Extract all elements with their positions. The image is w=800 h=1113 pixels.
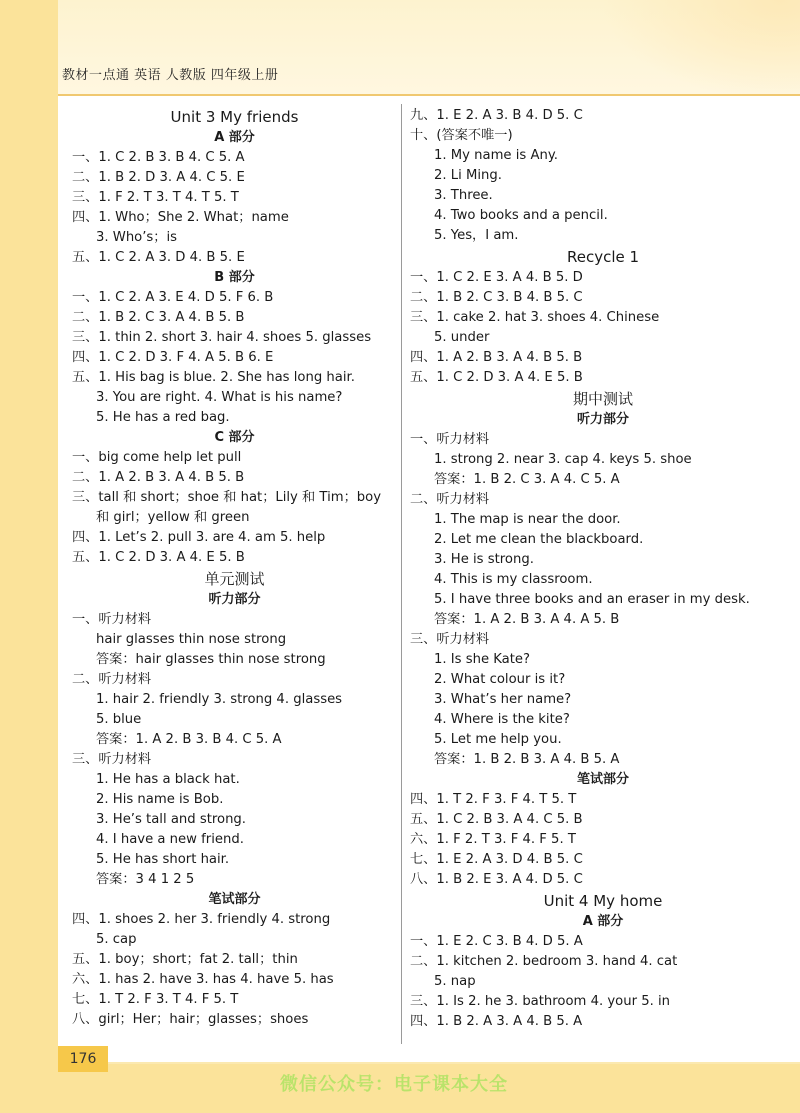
answer-line: 五、1. boy；short；fat 2. tall；thin	[72, 952, 298, 967]
answer-line: 二、1. B 2. D 3. A 4. C 5. E	[72, 170, 245, 185]
watermark-text: 微信公众号：电子课本大全	[280, 1074, 508, 1095]
answer-line: 四、1. A 2. B 3. A 4. B 5. B	[410, 350, 583, 365]
answer-line: 二、1. B 2. C 3. A 4. B 5. B	[72, 310, 245, 325]
answer-line: 1. He has a black hat.	[96, 772, 240, 787]
answer-line: 三、tall 和 short；shoe 和 hat；Lily 和 Tim；boy	[72, 490, 382, 505]
answer-line: 1. The map is near the door.	[434, 512, 621, 527]
answer-line: 五、1. C 2. A 3. D 4. B 5. E	[72, 250, 245, 265]
answer-line: 六、1. F 2. T 3. F 4. F 5. T	[410, 832, 576, 847]
answer-line: 七、1. E 2. A 3. D 4. B 5. C	[410, 852, 583, 867]
section-title: Unit 4 My home	[543, 892, 663, 910]
answer-line: 2. Li Ming.	[434, 168, 502, 183]
answer-line: 三、1. thin 2. short 3. hair 4. shoes 5. glasses	[72, 330, 372, 345]
right-column	[410, 106, 796, 1032]
subsection-heading: C 部分	[214, 430, 255, 445]
answer-line: 四、1. Let’s 2. pull 3. are 4. am 5. help	[72, 530, 326, 545]
answer-line: 八、girl；Her；hair；glasses；shoes	[72, 1012, 309, 1027]
section-title: 期中测试	[572, 390, 633, 408]
answer-line: 4. This is my classroom.	[434, 572, 593, 587]
answer-line: 答案：hair glasses thin nose strong	[96, 652, 326, 667]
answer-line: 3. What’s her name?	[434, 692, 572, 707]
answer-line: 2. Let me clean the blackboard.	[434, 532, 644, 547]
answer-line: 三、听力材料	[410, 632, 490, 647]
answer-line: 二、1. kitchen 2. bedroom 3. hand 4. cat	[410, 954, 678, 969]
subsection-heading: 笔试部分	[576, 772, 629, 787]
answer-line: 3. He is strong.	[434, 552, 534, 567]
answer-line: hair glasses thin nose strong	[96, 632, 287, 647]
answer-line: 一、1. C 2. E 3. A 4. B 5. D	[410, 270, 583, 285]
answer-line: 4. I have a new friend.	[96, 832, 244, 847]
subsection-heading: A 部分	[214, 130, 255, 145]
answer-line: 答案：1. B 2. B 3. A 4. B 5. A	[434, 752, 620, 767]
answer-line: 五、1. C 2. D 3. A 4. E 5. B	[72, 550, 245, 565]
answer-line: 七、1. T 2. F 3. T 4. F 5. T	[72, 992, 239, 1007]
answer-line: 四、1. B 2. A 3. A 4. B 5. A	[410, 1014, 583, 1029]
section-title: Recycle 1	[566, 248, 640, 266]
answer-line: 5. Yes，I am.	[434, 228, 519, 243]
answer-line: 一、1. C 2. A 3. E 4. D 5. F 6. B	[72, 290, 274, 305]
left-margin-band	[0, 0, 58, 1113]
answer-line: 三、1. Is 2. he 3. bathroom 4. your 5. in	[410, 994, 671, 1009]
page-number: 176	[58, 1046, 108, 1072]
answer-line: 一、听力材料	[72, 612, 152, 627]
answer-line: 四、1. T 2. F 3. F 4. T 5. T	[410, 792, 577, 807]
answer-line: 1. strong 2. near 3. cap 4. keys 5. shoe	[434, 452, 692, 467]
answer-line: 3. He’s tall and strong.	[96, 812, 246, 827]
answer-line: 2. What colour is it?	[434, 672, 566, 687]
answer-line: 5. Let me help you.	[434, 732, 562, 747]
answer-line: 2. His name is Bob.	[96, 792, 224, 807]
answer-line: 3. Who’s；is	[96, 230, 178, 245]
answer-line: 1. My name is Any.	[434, 148, 558, 163]
answer-line: 二、听力材料	[410, 492, 490, 507]
answer-line: 5. cap	[96, 932, 137, 947]
answer-line: 5. blue	[96, 712, 142, 727]
column-divider	[401, 104, 402, 1044]
answer-line: 和 girl；yellow 和 green	[96, 510, 250, 525]
answer-line: 答案：1. A 2. B 3. B 4. C 5. A	[96, 732, 282, 747]
answer-line: 二、听力材料	[72, 672, 152, 687]
answer-line: 一、1. C 2. B 3. B 4. C 5. A	[72, 150, 245, 165]
answer-line: 4. Where is the kite?	[434, 712, 570, 727]
answer-line: 十、(答案不唯一)	[410, 128, 513, 143]
left-column	[72, 106, 397, 1030]
answer-line: 1. hair 2. friendly 3. strong 4. glasses	[96, 692, 343, 707]
answer-line: 二、1. A 2. B 3. A 4. B 5. B	[72, 470, 245, 485]
subsection-heading: 笔试部分	[208, 892, 261, 907]
answer-line: 一、big come help let pull	[72, 450, 242, 465]
answer-line: 三、1. cake 2. hat 3. shoes 4. Chinese	[410, 310, 660, 325]
answer-line: 5. He has a red bag.	[96, 410, 230, 425]
subsection-heading: B 部分	[214, 270, 255, 285]
answer-line: 五、1. His bag is blue. 2. She has long hair.	[72, 370, 355, 385]
answer-line: 四、1. Who；She 2. What；name	[72, 210, 289, 225]
answer-line: 5. I have three books and an eraser in my desk.	[434, 592, 750, 607]
answer-line: 六、1. has 2. have 3. has 4. have 5. has	[72, 972, 334, 987]
answer-line: 五、1. C 2. D 3. A 4. E 5. B	[410, 370, 583, 385]
section-title: Unit 3 My friends	[170, 108, 299, 126]
answer-line: 4. Two books and a pencil.	[434, 208, 608, 223]
answer-line: 八、1. B 2. E 3. A 4. D 5. C	[410, 872, 583, 887]
subsection-heading: 听力部分	[208, 592, 261, 607]
header-rule	[58, 94, 800, 96]
answer-line: 五、1. C 2. B 3. A 4. C 5. B	[410, 812, 583, 827]
answer-line: 四、1. shoes 2. her 3. friendly 4. strong	[72, 912, 331, 927]
answer-line: 九、1. E 2. A 3. B 4. D 5. C	[410, 108, 583, 123]
answer-line: 三、1. F 2. T 3. T 4. T 5. T	[72, 190, 239, 205]
subsection-heading: 听力部分	[576, 412, 629, 427]
answer-line: 5. under	[434, 330, 490, 345]
answer-line: 答案：1. A 2. B 3. A 4. A 5. B	[434, 612, 620, 627]
answer-line: 二、1. B 2. C 3. B 4. B 5. C	[410, 290, 583, 305]
answer-line: 答案：3 4 1 2 5	[96, 872, 195, 887]
subsection-heading: A 部分	[582, 914, 624, 929]
running-header: 教材一点通 英语 人教版 四年级上册	[62, 68, 279, 83]
answer-line: 3. Three.	[434, 188, 493, 203]
answer-line: 3. You are right. 4. What is his name?	[96, 390, 343, 405]
answer-line: 答案：1. B 2. C 3. A 4. C 5. A	[434, 472, 620, 487]
answer-line: 一、1. E 2. C 3. B 4. D 5. A	[410, 934, 583, 949]
answer-line: 1. Is she Kate?	[434, 652, 531, 667]
answer-line: 5. He has short hair.	[96, 852, 230, 867]
answer-line: 一、听力材料	[410, 432, 490, 447]
corner-decoration	[600, 0, 800, 100]
answer-line: 四、1. C 2. D 3. F 4. A 5. B 6. E	[72, 350, 274, 365]
answer-line: 三、听力材料	[72, 752, 152, 767]
answer-line: 5. nap	[434, 974, 476, 989]
section-title: 单元测试	[204, 570, 265, 588]
